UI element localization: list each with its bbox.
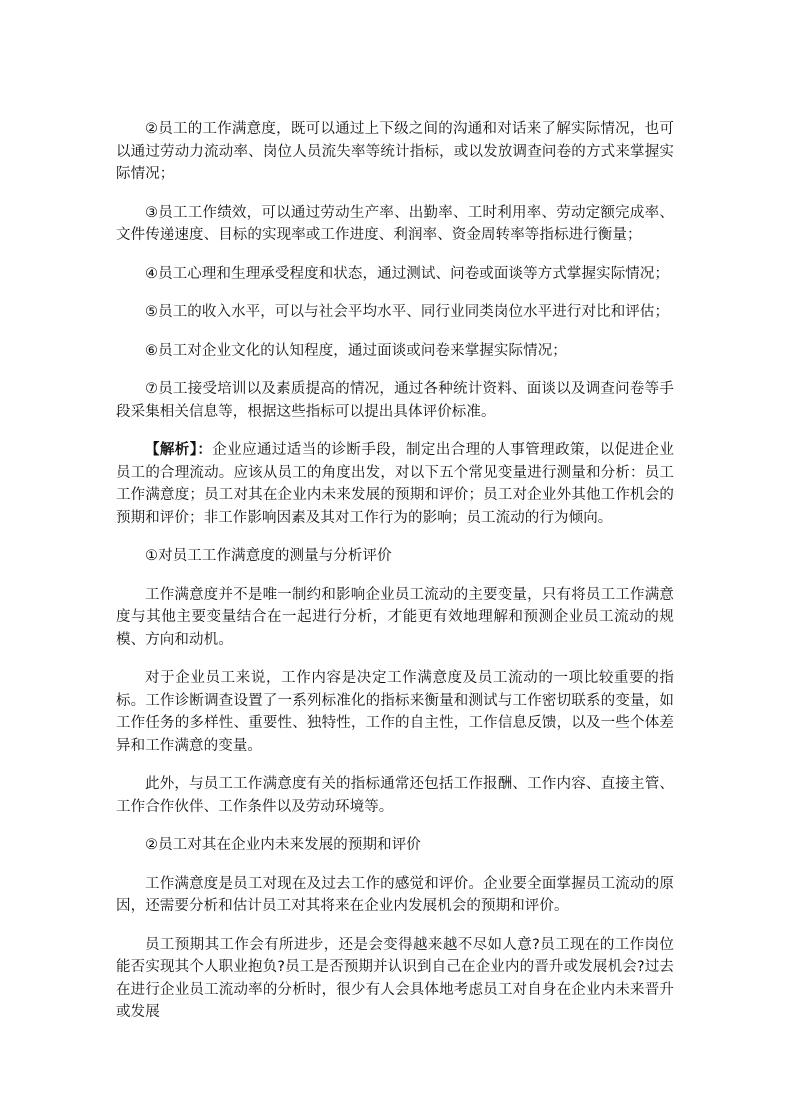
analysis-paragraph <box>116 439 674 529</box>
section-heading: ①对员工工作满意度的测量与分析评价 <box>145 548 392 564</box>
paragraph: 对于企业员工来说，工作内容是决定工作满意度及员工流动的一项比较重要的指标。工作诊断调查设置了一系列标准化的指标来衡量和测试与工作密切联系的变量，如工作任务的多样性、重要性、独特性，工作的自主性，工作信息反馈，以及一些个体差异和工作满意的变量。 <box>116 670 674 754</box>
paragraph: 员工预期其工作会有所进步，还是会变得越来越不尽如人意?员工现在的工作岗位能否实现其个人职业抱负?员工是否预期并认识到自己在企业内的晋升或发展机会?过去在进行企业员工流动率的分析时，很少有人会具体地考虑员工对自身在企业内未来晋升或发展 <box>116 936 674 1020</box>
paragraph: ⑤员工的收入水平，可以与社会平均水平、同行业同类岗位水平进行对比和评估； <box>145 304 670 320</box>
paragraph: ⑦员工接受培训以及素质提高的情况，通过各种统计资料、面谈以及调查问卷等手段采集相关信息等，根据这些指标可以提出具体评价标准。 <box>116 381 674 420</box>
paragraph: ⑥员工对企业文化的认知程度，通过面谈或问卷来掌握实际情况； <box>145 342 567 359</box>
paragraph: 工作满意度是员工对现在及过去工作的感觉和评价。企业要全面掌握员工流动的原因，还需要分析和估计员工对其将来在企业内发展机会的预期和评价。 <box>116 875 674 914</box>
paragraph: ③员工工作绩效，可以通过劳动生产率、出勤率、工时利用率、劳动定额完成率、文件传递速度、目标的实现率或工作进度、利润率、资金周转率等指标进行衡量； <box>116 204 674 243</box>
analysis-text: 企业应通过适当的诊断手段，制定出合理的人事管理政策，以促进企业员工的合理流动。应该从员工的角度出发，对以下五个常见变量进行测量和分析：员工工作满意度；员工对其在企业内未来发展的预期和评价；员工对企业外其他工作机会的预期和评价；非工作影响因素及其对工作行为的影响；员工流动的行为倾向。 <box>116 442 674 526</box>
paragraph: ④员工心理和生理承受程度和状态，通过测试、问卷或面谈等方式掌握实际情况； <box>145 265 670 282</box>
paragraph: 此外，与员工工作满意度有关的指标通常还包括工作报酬、工作内容、直接主管、工作合作伙伴、工作条件以及劳动环境等。 <box>116 776 674 815</box>
document-page <box>116 118 674 1040</box>
analysis-label: 【解析】： <box>145 442 213 458</box>
paragraph: ②员工的工作满意度，既可以通过上下级之间的沟通和对话来了解实际情况，也可以通过劳动力流动率、岗位人员流失率等统计指标，或以发放调查问卷的方式来掌握实际情况； <box>116 121 674 182</box>
paragraph: 工作满意度并不是唯一制约和影响企业员工流动的主要变量，只有将员工工作满意度与其他主要变量结合在一起进行分析，才能更有效地理解和预测企业员工流动的规模、方向和动机。 <box>116 586 674 648</box>
section-heading: ②员工对其在企业内未来发展的预期和评价 <box>145 837 421 853</box>
